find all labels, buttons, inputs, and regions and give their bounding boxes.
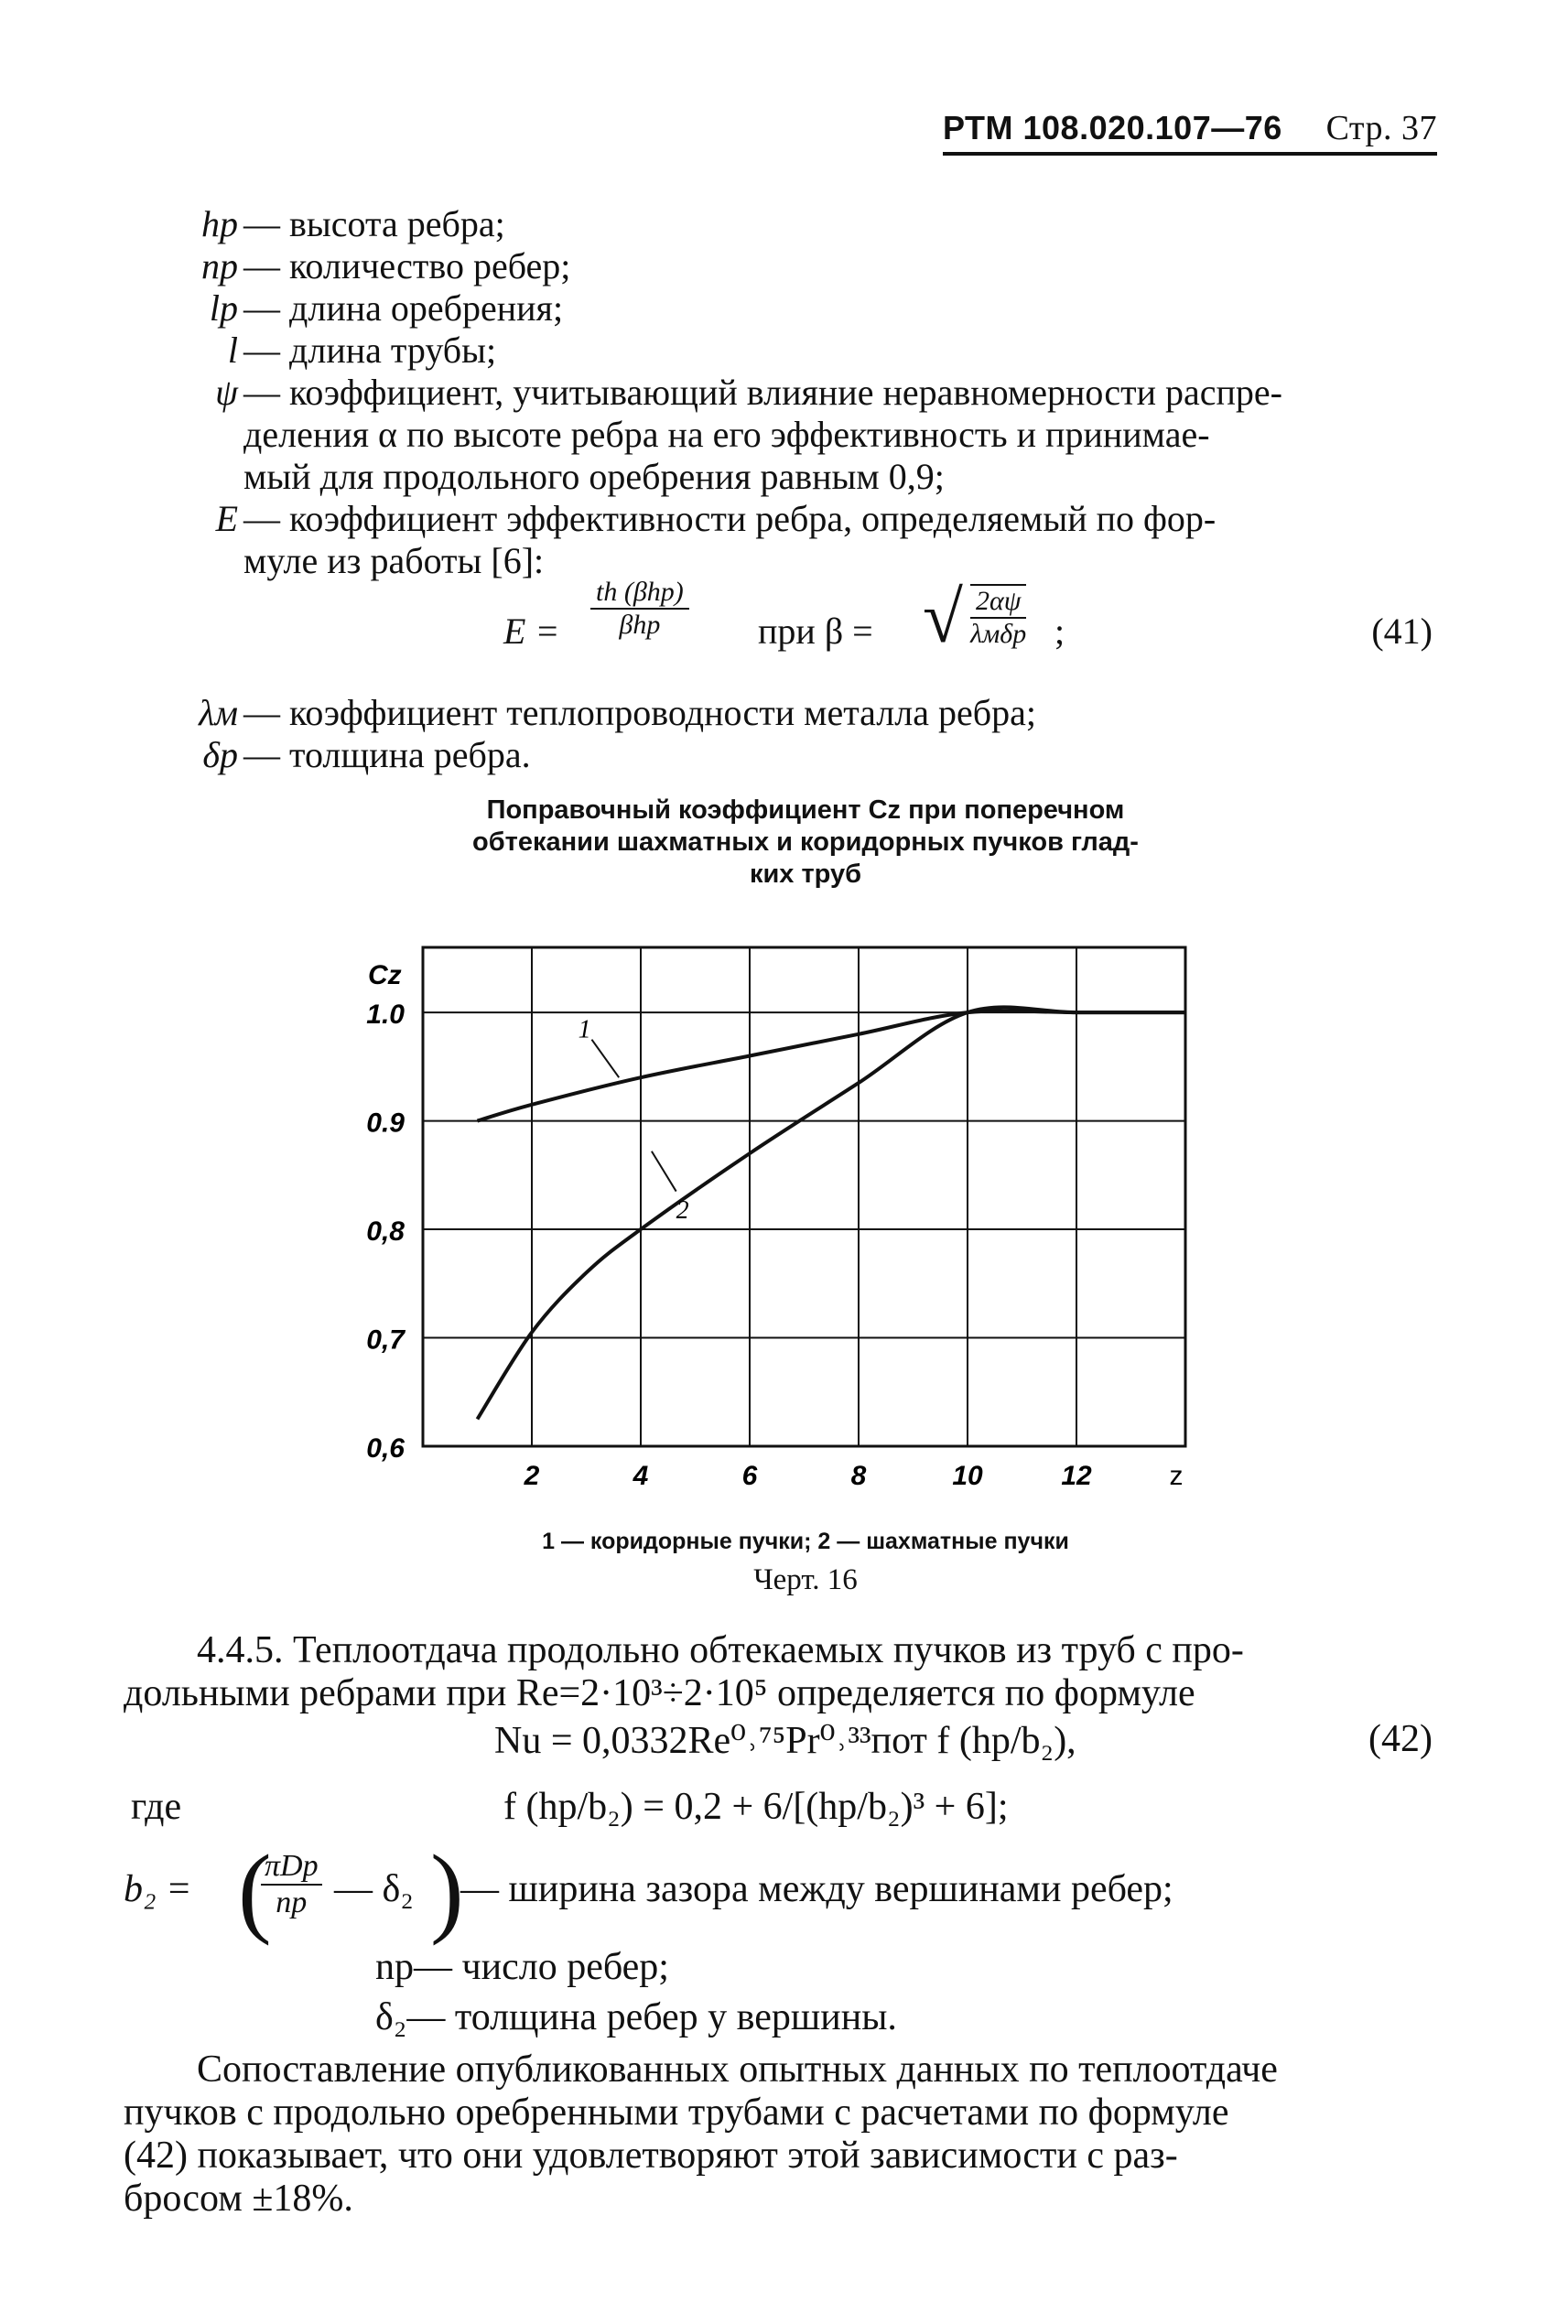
y-tick-label: 1.0 bbox=[366, 1000, 405, 1031]
x-tick-label: 2 bbox=[524, 1461, 540, 1491]
where-word: где bbox=[131, 1786, 182, 1828]
definition-symbol: hр bbox=[201, 203, 238, 244]
definition-text: деления α по высоте ребра на его эффективность и принимае- bbox=[243, 414, 1210, 455]
series-2-label: 2 bbox=[676, 1196, 689, 1226]
fraction-denominator: βhр bbox=[619, 610, 661, 640]
paragraph-line: пучков с продольно оребренными трубами с расчетами по формуле bbox=[124, 2092, 1229, 2134]
paragraph-line: Сопоставление опубликованных опытных данных по теплоотдаче bbox=[197, 2048, 1278, 2091]
np-definition: nр— число ребер; bbox=[375, 1946, 669, 1988]
y-tick-label: 0,6 bbox=[366, 1433, 405, 1464]
y-tick-label: 0.9 bbox=[366, 1108, 405, 1139]
definition-text: — длина трубы; bbox=[243, 330, 497, 371]
paragraph-comparison bbox=[124, 2048, 1442, 2221]
formula-number: (41) bbox=[1371, 611, 1433, 652]
right-paren: ) bbox=[430, 1834, 464, 1946]
definition-text: — длина оребрения; bbox=[243, 287, 564, 329]
series-1-leader bbox=[591, 1040, 619, 1077]
definition-symbol: E bbox=[215, 498, 238, 539]
definition-symbol: ψ bbox=[215, 372, 238, 413]
series-2-leader bbox=[652, 1151, 676, 1192]
x-tick-label: 4 bbox=[633, 1461, 649, 1491]
definition-symbol: nр bbox=[201, 245, 238, 286]
b2-denominator: nр bbox=[276, 1886, 308, 1919]
y-tick-label: 0,8 bbox=[366, 1216, 405, 1248]
chart-title-line: Поправочный коэффициент Cz при поперечном bbox=[486, 795, 1125, 825]
sqrt-sign: √ bbox=[923, 578, 963, 658]
function-definition: f (hр/b₂) = 0,2 + 6/[(hр/b₂)³ + 6]; bbox=[503, 1786, 1009, 1828]
definition-text: — высота ребра; bbox=[243, 203, 505, 244]
b2-lhs: b₂ = bbox=[124, 1868, 192, 1910]
definition-symbol: lр bbox=[209, 287, 238, 329]
definition-symbol: δр bbox=[202, 734, 238, 775]
paragraph-line: бросом ±18%. bbox=[124, 2178, 353, 2220]
formula-42-expression: Nu = 0,0332Re⁰˒⁷⁵Pr⁰˒³³пот f (hр/b₂), bbox=[494, 1720, 1076, 1762]
definition-text: муле из работы [6]: bbox=[243, 540, 545, 581]
definition-text: — количество ребер; bbox=[243, 245, 571, 286]
definition-text: — коэффициент эффективности ребра, определяемый по фор- bbox=[243, 498, 1217, 539]
x-axis-label: z bbox=[1169, 1461, 1184, 1491]
definition-text: — коэффициент теплопроводности металла ребра; bbox=[243, 692, 1036, 733]
x-tick-label: 8 bbox=[850, 1461, 867, 1491]
figure-number: Черт. 16 bbox=[753, 1563, 858, 1596]
series-line-2 bbox=[478, 1007, 1186, 1419]
formula-tail: ; bbox=[1054, 611, 1065, 652]
page-number: Стр. 37 bbox=[1325, 109, 1437, 147]
definition-text: — коэффициент, учитывающий влияние неравномерности распре- bbox=[243, 372, 1282, 413]
formula-lhs: E = bbox=[503, 611, 560, 652]
paragraph-line: (42) показывает, что они удовлетворяют этой зависимости с раз- bbox=[124, 2135, 1178, 2177]
paragraph-line: дольными ребрами при Re=2·10³÷2·10⁵ определяется по формуле bbox=[124, 1672, 1195, 1714]
paragraph-line: 4.4.5. Теплоотдача продольно обтекаемых пучков из труб с про- bbox=[197, 1629, 1244, 1671]
series-1-label: 1 bbox=[578, 1015, 591, 1044]
y-axis-label: Cz bbox=[368, 960, 402, 990]
chart-legend-caption: 1 — коридорные пучки; 2 — шахматные пучки bbox=[542, 1529, 1069, 1554]
sqrt-numerator: 2αψ bbox=[970, 586, 1026, 619]
x-tick-label: 6 bbox=[741, 1461, 758, 1491]
definition-text: мый для продольного оребрения равным 0,9; bbox=[243, 456, 945, 497]
x-tick-label: 12 bbox=[1061, 1461, 1092, 1491]
b2-fraction bbox=[261, 1849, 322, 1920]
chart-frame bbox=[423, 947, 1185, 1446]
document-code: РТМ 108.020.107—76 bbox=[943, 109, 1282, 146]
b2-numerator: πDр bbox=[261, 1849, 322, 1886]
formula-condition: при β = bbox=[758, 611, 873, 652]
x-tick-label: 10 bbox=[952, 1461, 983, 1491]
fraction-numerator: th (βhр) bbox=[590, 577, 689, 610]
definition-symbol: λм bbox=[199, 692, 238, 733]
b2-minus: — δ₂ bbox=[334, 1868, 414, 1910]
sqrt-denominator: λмδр bbox=[970, 619, 1027, 649]
paragraph-4-4-5 bbox=[124, 1629, 1442, 1715]
left-paren: ( bbox=[238, 1834, 272, 1946]
b2-description: — ширина зазора между вершинами ребер; bbox=[460, 1868, 1173, 1910]
definition-text: — толщина ребра. bbox=[243, 734, 531, 775]
chart-title-line: ких труб bbox=[749, 859, 862, 889]
definition-symbol: l bbox=[227, 330, 238, 371]
chart-title-line: обтекании шахматных и коридорных пучков глад- bbox=[472, 827, 1139, 857]
d2-definition: δ₂— толщина ребер у вершины. bbox=[375, 1996, 897, 2038]
formula-number: (42) bbox=[1368, 1718, 1433, 1760]
y-tick-label: 0,7 bbox=[366, 1324, 405, 1356]
